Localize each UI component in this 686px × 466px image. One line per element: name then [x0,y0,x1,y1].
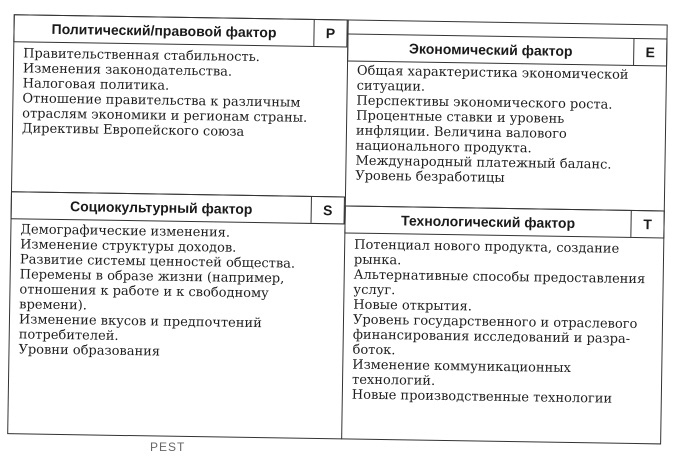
economic-list [355,64,665,189]
technological-list [352,238,663,408]
technological-title: Технологический фактор [400,212,576,232]
list-item: Уровни образования [18,342,161,360]
figure-caption: РЕSТ [150,440,186,454]
political-title: Политический/правовой фактор [51,20,277,41]
list-item: Общая характеристика экономической [356,63,629,83]
list-item: Правительственная стабильность. [23,46,260,66]
list-item: Директивы Европейского союза [21,121,245,140]
list-item: отношения к работе и к свободному [19,282,269,302]
social-title: Социокультурный фактор [69,198,253,217]
list-item: Перемены в образе жизни (например, [19,267,285,287]
list-item: инфляции. Величина валового [355,123,567,142]
list-item: рынка. [353,252,402,269]
list-item: Отношение правительства к различным [22,91,301,111]
list-item: боток. [352,342,396,359]
list-item: технологий. [351,372,436,389]
list-item: Потенциал нового продукта, создание [354,237,620,257]
list-item: Изменения законодательства. [22,61,233,80]
political-letter: P [313,20,346,47]
list-item: Альтернативные способы предоставления [353,267,646,288]
list-item: отраслям экономики и регионам страны. [22,106,308,126]
list-item: Уровень государственного и отраслевого [352,312,638,333]
list-item: Изменение структуры доходов. [20,237,237,256]
list-item: Изменение вкусов и предпочтений [18,312,262,332]
list-item: национального продукта. [355,138,532,157]
political-header [13,14,347,47]
economic-header [347,33,667,66]
list-item: времени). [19,297,88,314]
economic-letter: E [633,39,666,66]
social-letter: S [311,197,344,224]
list-item: потребителей. [18,327,119,344]
list-item: услуг. [353,282,396,299]
social-list [18,222,340,362]
list-item: финансирования исследований и разра- [352,327,631,347]
list-item: Уровень безработицы [355,168,505,186]
social-header [11,191,345,224]
political-list [22,46,343,141]
technological-header [344,205,664,238]
economic-title: Экономический фактор [408,40,573,59]
list-item: Процентные ставки и уровень [356,108,565,127]
technological-letter: T [630,211,663,238]
list-item: ситуации. [356,78,426,95]
list-item: Изменение коммуникационных [352,357,572,377]
list-item: Демографические изменения. [20,222,231,241]
list-item: Развитие системы ценностей общества. [19,252,296,272]
list-item: Налоговая политика. [22,76,170,94]
list-item: Перспективы экономического роста. [356,93,613,113]
list-item: Новые производственные технологии [351,387,613,407]
list-item: Международный платежный баланс. [355,153,612,173]
list-item: Новые открытия. [353,297,473,315]
